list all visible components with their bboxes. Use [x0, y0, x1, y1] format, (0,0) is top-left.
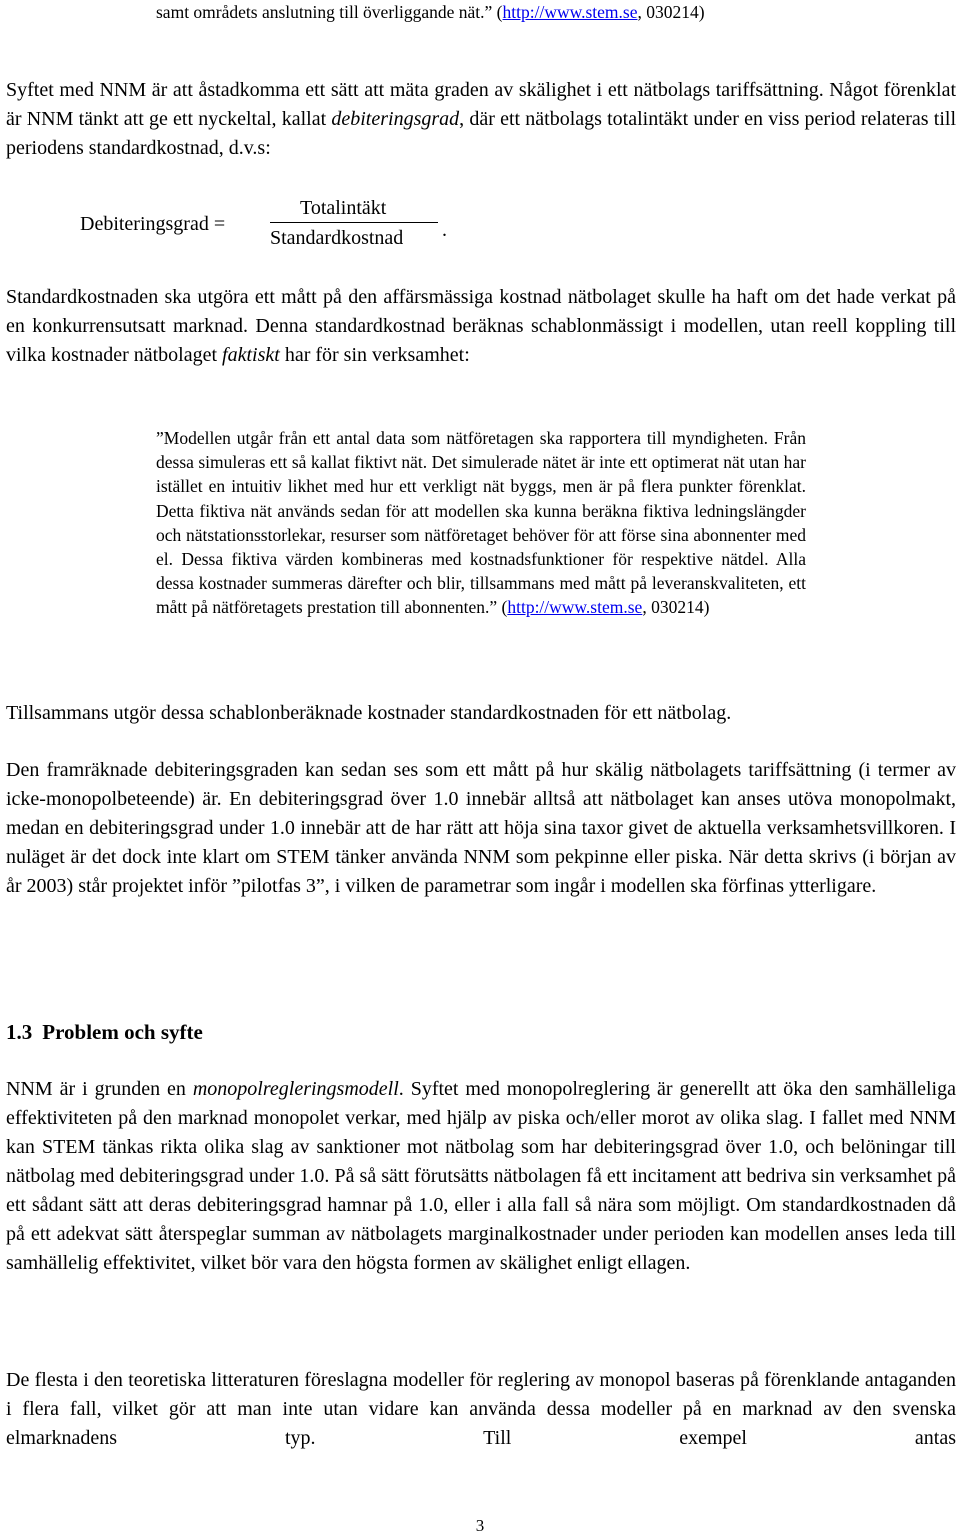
purpose-text-2: , där ett nätbolags totalintäkt under en viss period relateras till periodens standardkostnad, d.v.s: [6, 108, 956, 159]
paragraph-theory [6, 1366, 956, 1453]
paragraph-together [6, 699, 956, 728]
formula-lhs: Debiteringsgrad = [80, 213, 226, 235]
together-text: Tillsammans utgör dessa schablonberäknade kostnader standardkostnaden för ett nätbolag. [6, 702, 732, 724]
top-quote-continuation [156, 0, 806, 24]
page-number: 3 [475, 1516, 485, 1535]
paragraph-problem [6, 1075, 956, 1278]
problem-text-2: . Syftet med monopolreglering är generellt att öka den samhälleliga effektiviteten på den marknad monopolet verkar, med hjälp av piska och/eller morot av olika slag. I fallet med NNM kan STEM tänkas rikta olika slag av sanktioner mot nätbolag som har debiteringsgrad över 1.0, och belöningar till nätbolag med debiteringsgrad under 1.0. På så sätt förutsätts nätbolagen få ett incitament att bedriva sin verksamhet på ett sådant sätt att deras debiteringsgrad hamnar på 1.0, eller i alla fall så nära som möjligt. Om standardkostnaden då på ett adekvat sätt återspeglar summan av nätbolagets marginalkostnader under perioden kan modellen anses leda till samhällelig effektivitet, vilket bör vara den högsta formen av skälighet enligt ellagen. [6, 1078, 956, 1274]
section-number: 1.3 [6, 1020, 33, 1044]
theory-text: De flesta i den teoretiska litteraturen föreslagna modeller för reglering av monopol baseras på förenklande antaganden i flera fall, vilket gör att man inte utan vidare kan använda dessa modeller på en marknad av den svenska elmarknadens typ. Till exempel antas [6, 1369, 956, 1449]
paragraph-measure [6, 756, 956, 901]
top-quote-date: , 030214) [637, 2, 705, 22]
formula-denominator: Standardkostnad [270, 227, 404, 249]
block-quote-text: ”Modellen utgår från ett antal data som nätföretagen ska rapportera till myndigheten. Från dessa simuleras ett så kallat fiktivt nät. Det simulerade nätet är inte ett optimerat nät utan har istället en intuitiv likhet med hur ett verkligt nät byggs, men är på flera punkter förenklat. Detta fiktiva nät används sedan för att modellen ska kunna beräkna fiktiva ledningslängder och nätstationsstorlekar, resurser som nätföretaget behöver för att förse sina abonnenter med el. Dessa fiktiva värden kombineras med kostnadsfunktioner för respektive nätdel. Alla dessa kostnader summeras därefter och blir, tillsammans med mått på leveranskvaliteten, ett mått på nätföretagets prestation till abonnenten.” ( [156, 428, 806, 618]
top-quote-text: samt områdets anslutning till överliggande nät.” ( [156, 2, 503, 22]
fraction-bar [270, 222, 438, 223]
formula-numerator: Totalintäkt [300, 197, 387, 219]
purpose-emphasis: debiteringsgrad [331, 108, 460, 130]
formula-period: . [442, 219, 447, 241]
paragraph-standard-cost [6, 283, 956, 370]
stem-link[interactable]: http://www.stem.se [502, 2, 638, 22]
paragraph-purpose [6, 76, 956, 163]
problem-text-1: NNM är i grunden en [6, 1078, 193, 1100]
standard-text-2: har för sin verksamhet: [279, 344, 470, 366]
purpose-text-1: Syftet med NNM är att åstadkomma ett sätt att mäta graden av skälighet i ett nätbolags tariffsättning. Något förenklat är NNM tänkt att ge ett nyckeltal, kallat [6, 79, 956, 130]
block-quote-date: , 030214) [642, 597, 710, 618]
standard-text-1: Standardkostnaden ska utgöra ett mått på den affärsmässiga kostnad nätbolaget skulle ha haft om det hade verkat på en konkurrensutsatt marknad. Denna standardkostnad beräknas schablonmässigt i modellen, utan reell koppling till vilka kostnader nätbolaget [6, 286, 956, 366]
standard-emphasis: faktiskt [222, 344, 280, 366]
problem-emphasis: monopolregleringsmodell [192, 1078, 399, 1100]
block-quote [156, 426, 806, 620]
measure-text: Den framräknade debiteringsgraden kan sedan ses som ett mått på hur skälig nätbolagets tariffsättning (i termer av icke-monopolbeteende) är. En debiteringsgrad över 1.0 innebär alltså att nätbolaget kan anses utöva monopolmakt, medan en debiteringsgrad under 1.0 innebär att de har rätt att höja sina taxor givet de aktuella verksamhetsvillkoren. I nuläget är det dock inte klart om STEM tänker använda NNM som pekpinne eller piska. När detta skrivs (i början av år 2003) står projektet inför ”pilotfas 3”, i vilken de parametrar som ingår i modellen ska förfinas ytterligare. [6, 759, 956, 897]
section-heading [6, 1018, 203, 1047]
stem-link[interactable]: http://www.stem.se [507, 597, 643, 618]
section-title: Problem och syfte [42, 1020, 203, 1044]
